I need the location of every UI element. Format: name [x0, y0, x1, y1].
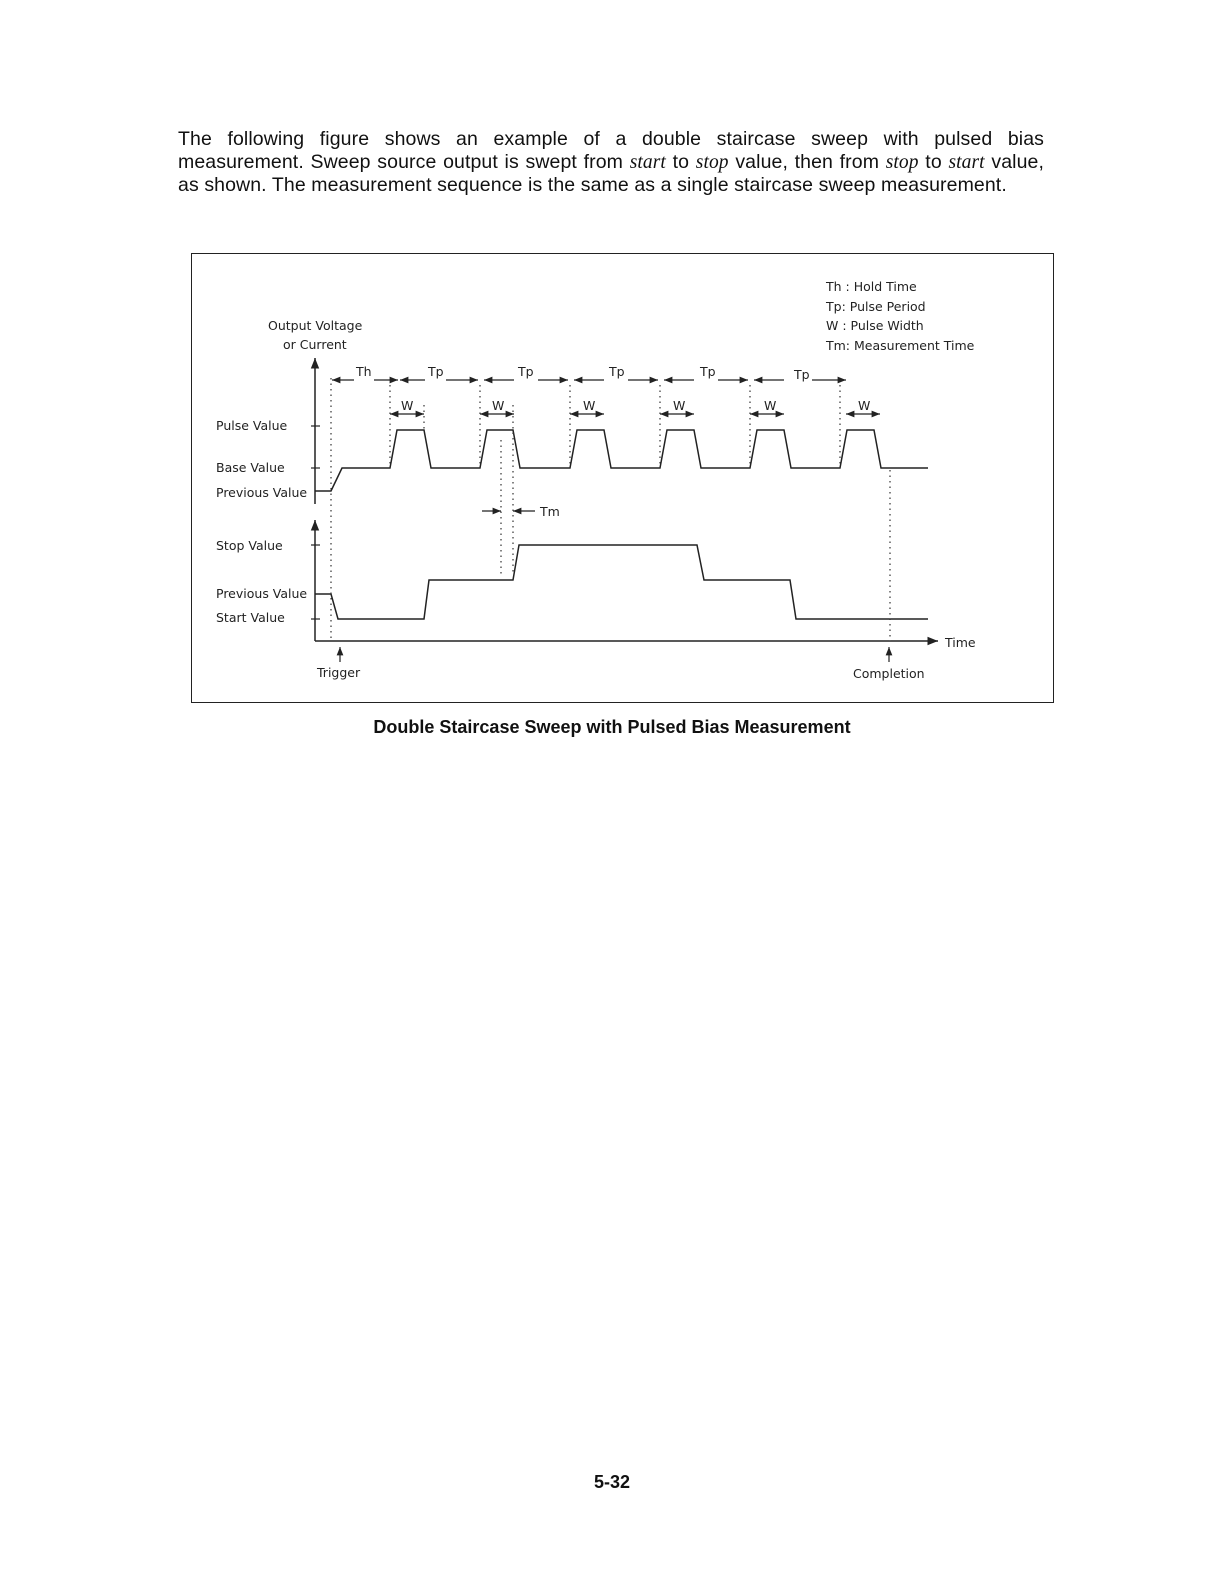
legend-tp: Tp: Pulse Period [826, 299, 926, 314]
start-term: start [629, 152, 666, 173]
legend-w: W : Pulse Width [826, 318, 924, 333]
completion-label: Completion [853, 666, 925, 681]
start-value-label: Start Value [216, 610, 285, 625]
tm-label: Tm [540, 504, 560, 519]
stop-term: stop [885, 152, 919, 173]
y-axis-title-line1: Output Voltage [268, 318, 363, 333]
tp-label-5: Tp [794, 367, 810, 382]
previous-value-label: Previous Value [216, 485, 308, 500]
legend-th: Th : Hold Time [826, 279, 917, 294]
legend-tm: Tm: Measurement Time [826, 338, 975, 353]
pulse-value-label: Pulse Value [216, 418, 288, 433]
w-label-2: W [492, 398, 505, 413]
figure-caption: Double Staircase Sweep with Pulsed Bias Measurement [373, 717, 851, 737]
paragraph-text-3: value, then from [728, 151, 886, 173]
base-value-label: Base Value [216, 460, 285, 475]
tp-label-3: Tp [609, 364, 625, 379]
w-label-6: W [858, 398, 871, 413]
paragraph-text-4: to [918, 151, 949, 173]
sweep-waveform [315, 545, 928, 619]
w-label-3: W [583, 398, 596, 413]
w-label-4: W [673, 398, 686, 413]
timing-diagram [0, 0, 1224, 720]
stop-value-label: Stop Value [216, 538, 283, 553]
page-number: 5-32 [593, 1472, 631, 1492]
trigger-label: Trigger [317, 665, 361, 680]
tp-label-2: Tp [518, 364, 534, 379]
w-label-1: W [401, 398, 414, 413]
tp-label-1: Tp [428, 364, 444, 379]
tp-label-4: Tp [700, 364, 716, 379]
w-label-5: W [764, 398, 777, 413]
y-axis-title-line2: or Current [283, 337, 347, 352]
time-axis-label: Time [945, 635, 976, 650]
th-label: Th [356, 364, 372, 379]
previous-value-label-2: Previous Value [216, 586, 308, 601]
paragraph-text-1: The following figure shows an example of a double staircase sweep with pulsed bias measurement. Sweep source output is swept from [178, 128, 1044, 173]
pulse-waveform [315, 430, 928, 491]
paragraph-text-2: to [665, 151, 696, 173]
paragraph-text-5: value, as shown. The measurement sequence is the same as a single staircase sweep measurement. [178, 151, 1045, 196]
start-term: start [948, 152, 985, 173]
stop-term: stop [695, 152, 729, 173]
